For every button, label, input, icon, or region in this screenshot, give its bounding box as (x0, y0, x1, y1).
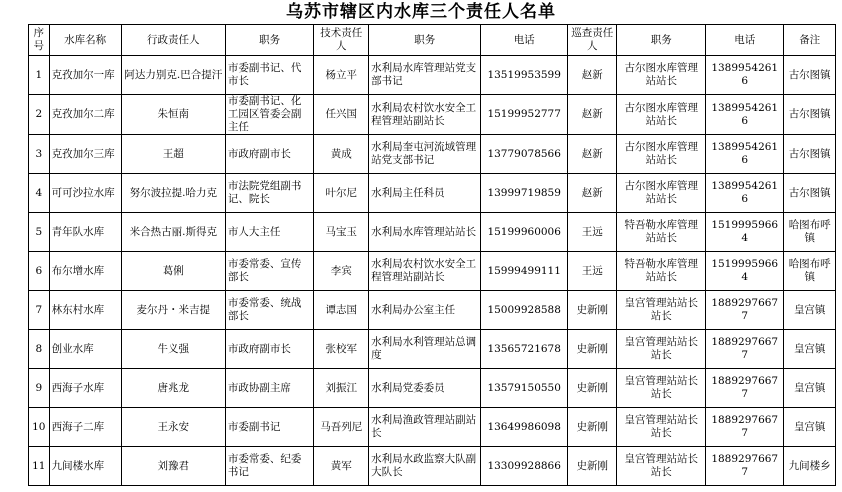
tech-person-cell: 任兴国 (314, 95, 369, 135)
patrol-phone-cell: 15199959664 (706, 252, 784, 291)
tech-position-cell: 水利局农村饮水安全工程管理站副站长 (369, 252, 481, 291)
admin-person-cell: 牛义强 (121, 330, 225, 369)
patrol-position-cell: 古尔图水库管理站站长 (617, 174, 706, 213)
patrol-person-cell: 赵新 (567, 56, 616, 95)
reservoir-name-cell: 西海子水库 (49, 369, 121, 408)
tech-person-cell: 马宝玉 (314, 213, 369, 252)
table-row (29, 135, 836, 174)
table-row (29, 330, 836, 369)
tech-position-cell: 水利局办公室主任 (369, 291, 481, 330)
admin-position-cell: 市委副书记、化工园区管委会副主任 (225, 95, 314, 135)
row-index-cell: 3 (29, 135, 50, 174)
patrol-person-cell: 王远 (567, 213, 616, 252)
admin-person-cell: 唐兆龙 (121, 369, 225, 408)
patrol-phone-cell: 18892976677 (706, 408, 784, 447)
admin-position-cell: 市委常委、统战部长 (225, 291, 314, 330)
patrol-phone-cell: 13899542616 (706, 135, 784, 174)
row-index-cell: 8 (29, 330, 50, 369)
tech-position-cell: 水利局奎屯河流域管理站党支部书记 (369, 135, 481, 174)
reservoir-name-cell: 可可沙拉水库 (49, 174, 121, 213)
remark-cell: 皇宫镇 (784, 408, 836, 447)
reservoir-name-cell: 林东村水库 (49, 291, 121, 330)
reservoir-name-cell: 克孜加尔一库 (49, 56, 121, 95)
reservoir-name-cell: 青年队水库 (49, 213, 121, 252)
header-cell: 技术责任人 (314, 25, 369, 56)
admin-person-cell: 阿达力别克.巴合提汗 (121, 56, 225, 95)
remark-cell: 古尔图镇 (784, 174, 836, 213)
patrol-person-cell: 史新刚 (567, 330, 616, 369)
row-index-cell: 1 (29, 56, 50, 95)
admin-person-cell: 麦尔丹・米吉提 (121, 291, 225, 330)
tech-phone-cell: 13999719859 (481, 174, 568, 213)
admin-position-cell: 市人大主任 (225, 213, 314, 252)
patrol-phone-cell: 18892976677 (706, 447, 784, 486)
admin-person-cell: 王永安 (121, 408, 225, 447)
header-cell: 职务 (225, 25, 314, 56)
header-cell: 备注 (784, 25, 836, 56)
reservoir-name-cell: 西海子二库 (49, 408, 121, 447)
tech-phone-cell: 13519953599 (481, 56, 568, 95)
patrol-person-cell: 史新刚 (567, 447, 616, 486)
patrol-person-cell: 赵新 (567, 95, 616, 135)
remark-cell: 古尔图镇 (784, 135, 836, 174)
patrol-person-cell: 史新刚 (567, 369, 616, 408)
patrol-position-cell: 皇宫管理站站长站长 (617, 447, 706, 486)
reservoir-name-cell: 创业水库 (49, 330, 121, 369)
row-index-cell: 6 (29, 252, 50, 291)
header-cell: 序号 (29, 25, 50, 56)
row-index-cell: 2 (29, 95, 50, 135)
responsibility-table (28, 24, 836, 486)
admin-person-cell: 米合热古丽.斯得克 (121, 213, 225, 252)
table-row (29, 252, 836, 291)
tech-person-cell: 杨立平 (314, 56, 369, 95)
header-cell: 巡查责任人 (567, 25, 616, 56)
tech-person-cell: 叶尔尼 (314, 174, 369, 213)
patrol-phone-cell: 18892976677 (706, 369, 784, 408)
table-row (29, 213, 836, 252)
admin-position-cell: 市委常委、纪委书记 (225, 447, 314, 486)
admin-person-cell: 葛俐 (121, 252, 225, 291)
patrol-position-cell: 特吾勒水库管理站站长 (617, 252, 706, 291)
header-cell: 水库名称 (49, 25, 121, 56)
tech-position-cell: 水利局水利管理站总调度 (369, 330, 481, 369)
patrol-position-cell: 古尔图水库管理站站长 (617, 95, 706, 135)
reservoir-name-cell: 克孜加尔三库 (49, 135, 121, 174)
tech-position-cell: 水利局农村饮水安全工程管理站副站长 (369, 95, 481, 135)
header-cell: 职务 (617, 25, 706, 56)
admin-position-cell: 市法院党组副书记、院长 (225, 174, 314, 213)
tech-person-cell: 张校军 (314, 330, 369, 369)
patrol-person-cell: 赵新 (567, 135, 616, 174)
tech-phone-cell: 15009928588 (481, 291, 568, 330)
remark-cell: 皇宫镇 (784, 291, 836, 330)
tech-person-cell: 李宾 (314, 252, 369, 291)
admin-person-cell: 努尔波拉提.哈力克 (121, 174, 225, 213)
row-index-cell: 11 (29, 447, 50, 486)
patrol-phone-cell: 18892976677 (706, 330, 784, 369)
tech-phone-cell: 15999499111 (481, 252, 568, 291)
tech-phone-cell: 13579150550 (481, 369, 568, 408)
table-row (29, 291, 836, 330)
admin-position-cell: 市委副书记、代市长 (225, 56, 314, 95)
patrol-phone-cell: 13899542616 (706, 174, 784, 213)
admin-person-cell: 朱恒南 (121, 95, 225, 135)
header-cell: 职务 (369, 25, 481, 56)
tech-person-cell: 黄军 (314, 447, 369, 486)
row-index-cell: 4 (29, 174, 50, 213)
patrol-person-cell: 王远 (567, 252, 616, 291)
tech-person-cell: 马吾列尼 (314, 408, 369, 447)
header-row (29, 25, 836, 56)
admin-position-cell: 市委常委、宣传部长 (225, 252, 314, 291)
patrol-position-cell: 皇宫管理站站长站长 (617, 369, 706, 408)
remark-cell: 九间楼乡 (784, 447, 836, 486)
tech-position-cell: 水利局渔政管理站副站长 (369, 408, 481, 447)
patrol-phone-cell: 15199959664 (706, 213, 784, 252)
admin-position-cell: 市政府副市长 (225, 330, 314, 369)
patrol-phone-cell: 13899542616 (706, 95, 784, 135)
remark-cell: 古尔图镇 (784, 95, 836, 135)
patrol-position-cell: 特吾勒水库管理站站长 (617, 213, 706, 252)
patrol-position-cell: 皇宫管理站站长站长 (617, 330, 706, 369)
table-row (29, 95, 836, 135)
tech-person-cell: 黄成 (314, 135, 369, 174)
row-index-cell: 9 (29, 369, 50, 408)
tech-phone-cell: 13309928866 (481, 447, 568, 486)
page-title: 乌苏市辖区内水库三个责任人名单 (286, 2, 556, 22)
patrol-position-cell: 古尔图水库管理站站长 (617, 135, 706, 174)
reservoir-name-cell: 九间楼水库 (49, 447, 121, 486)
patrol-position-cell: 皇宫管理站站长站长 (617, 408, 706, 447)
row-index-cell: 7 (29, 291, 50, 330)
row-index-cell: 10 (29, 408, 50, 447)
row-index-cell: 5 (29, 213, 50, 252)
tech-phone-cell: 13565721678 (481, 330, 568, 369)
header-cell: 电话 (481, 25, 568, 56)
table-row (29, 174, 836, 213)
tech-position-cell: 水利局水政监察大队副大队长 (369, 447, 481, 486)
tech-position-cell: 水利局水库管理站站长 (369, 213, 481, 252)
admin-person-cell: 刘豫君 (121, 447, 225, 486)
patrol-position-cell: 古尔图水库管理站站长 (617, 56, 706, 95)
header-cell: 电话 (706, 25, 784, 56)
patrol-phone-cell: 18892976677 (706, 291, 784, 330)
admin-position-cell: 市政协副主席 (225, 369, 314, 408)
tech-phone-cell: 13649986098 (481, 408, 568, 447)
remark-cell: 古尔图镇 (784, 56, 836, 95)
tech-phone-cell: 15199960006 (481, 213, 568, 252)
table-row (29, 56, 836, 95)
remark-cell: 皇宫镇 (784, 369, 836, 408)
reservoir-name-cell: 布尔增水库 (49, 252, 121, 291)
tech-phone-cell: 13779078566 (481, 135, 568, 174)
header-cell: 行政责任人 (121, 25, 225, 56)
patrol-phone-cell: 13899542616 (706, 56, 784, 95)
table-row (29, 408, 836, 447)
admin-person-cell: 王超 (121, 135, 225, 174)
admin-position-cell: 市委副书记 (225, 408, 314, 447)
remark-cell: 哈图布呼镇 (784, 252, 836, 291)
patrol-person-cell: 史新刚 (567, 291, 616, 330)
admin-position-cell: 市政府副市长 (225, 135, 314, 174)
remark-cell: 皇宫镇 (784, 330, 836, 369)
patrol-position-cell: 皇宫管理站站长站长 (617, 291, 706, 330)
tech-position-cell: 水利局水库管理站党支部书记 (369, 56, 481, 95)
tech-position-cell: 水利局主任科员 (369, 174, 481, 213)
reservoir-name-cell: 克孜加尔二库 (49, 95, 121, 135)
tech-position-cell: 水利局党委委员 (369, 369, 481, 408)
table-row (29, 369, 836, 408)
patrol-person-cell: 史新刚 (567, 408, 616, 447)
patrol-person-cell: 赵新 (567, 174, 616, 213)
tech-person-cell: 刘振江 (314, 369, 369, 408)
table-row (29, 447, 836, 486)
remark-cell: 哈图布呼镇 (784, 213, 836, 252)
tech-phone-cell: 15199952777 (481, 95, 568, 135)
tech-person-cell: 谭志国 (314, 291, 369, 330)
